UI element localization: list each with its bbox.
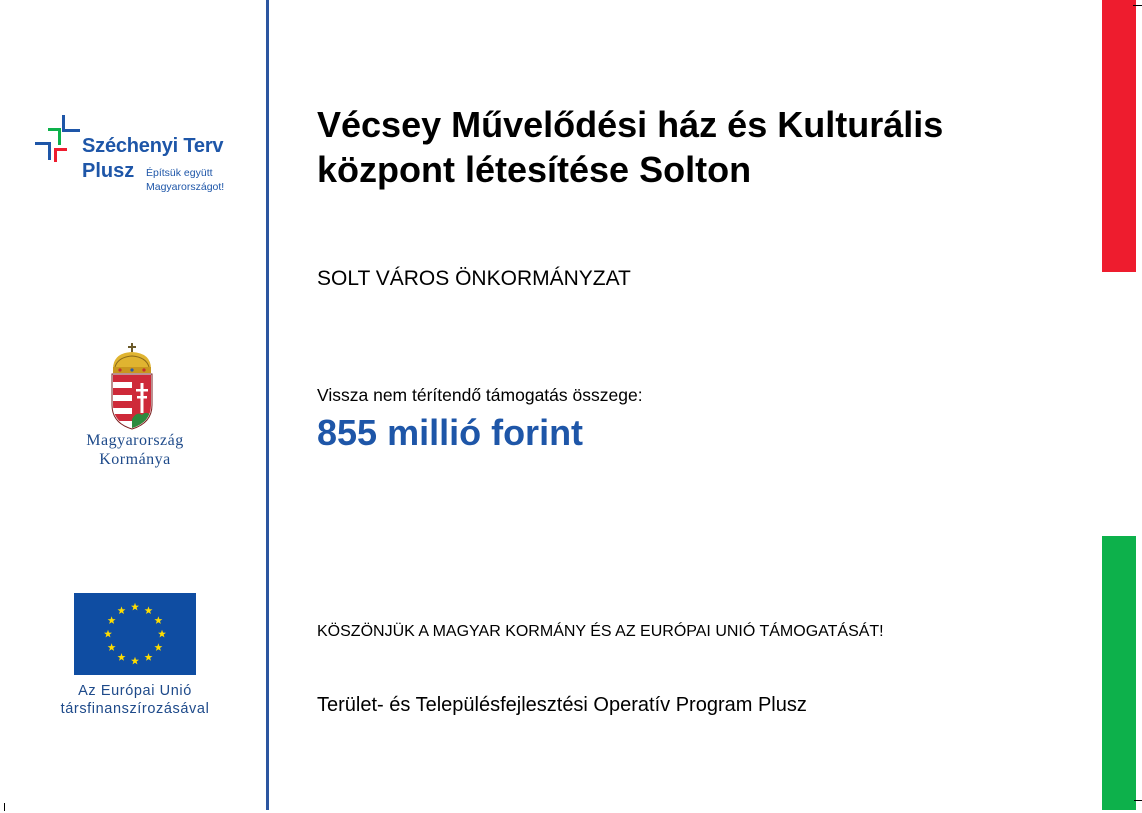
government-logo — [60, 340, 210, 475]
government-line-1: Magyarország — [86, 432, 184, 449]
szechenyi-plus-icon — [34, 112, 84, 164]
szechenyi-tagline-1: Építsük együtt — [146, 167, 213, 179]
szechenyi-tagline-2: Magyarországot! — [146, 181, 225, 193]
beneficiary-name: SOLT VÁROS ÖNKORMÁNYZAT — [317, 267, 631, 290]
grant-amount: 855 millió forint — [317, 412, 584, 453]
government-line-2: Kormánya — [99, 451, 171, 468]
vertical-divider — [266, 0, 269, 810]
crop-mark — [1134, 800, 1142, 801]
crop-mark — [4, 803, 5, 811]
crop-mark — [1133, 5, 1142, 6]
project-title: Vécsey Művelődési ház és Kulturális központ létesítése Solton — [317, 104, 944, 190]
szechenyi-logo — [34, 112, 244, 198]
eu-line-1: Az Európai Unió — [78, 683, 192, 699]
szechenyi-plusz: Plusz — [82, 160, 135, 182]
grant-label: Vissza nem térítendő támogatás összege: — [317, 385, 643, 405]
flag-green-stripe — [1102, 536, 1136, 810]
hungarian-coat-of-arms-icon — [108, 343, 158, 431]
szechenyi-title: Széchenyi Terv — [82, 135, 224, 157]
program-name: Terület- és Településfejlesztési Operatív Program Plusz — [317, 694, 807, 716]
eu-flag-icon — [74, 593, 196, 675]
thanks-text: KÖSZÖNJÜK A MAGYAR KORMÁNY ÉS AZ EURÓPAI UNIÓ TÁMOGATÁSÁT! — [317, 623, 884, 640]
eu-line-2: társfinanszírozásával — [60, 701, 210, 717]
flag-red-stripe — [1102, 0, 1136, 272]
